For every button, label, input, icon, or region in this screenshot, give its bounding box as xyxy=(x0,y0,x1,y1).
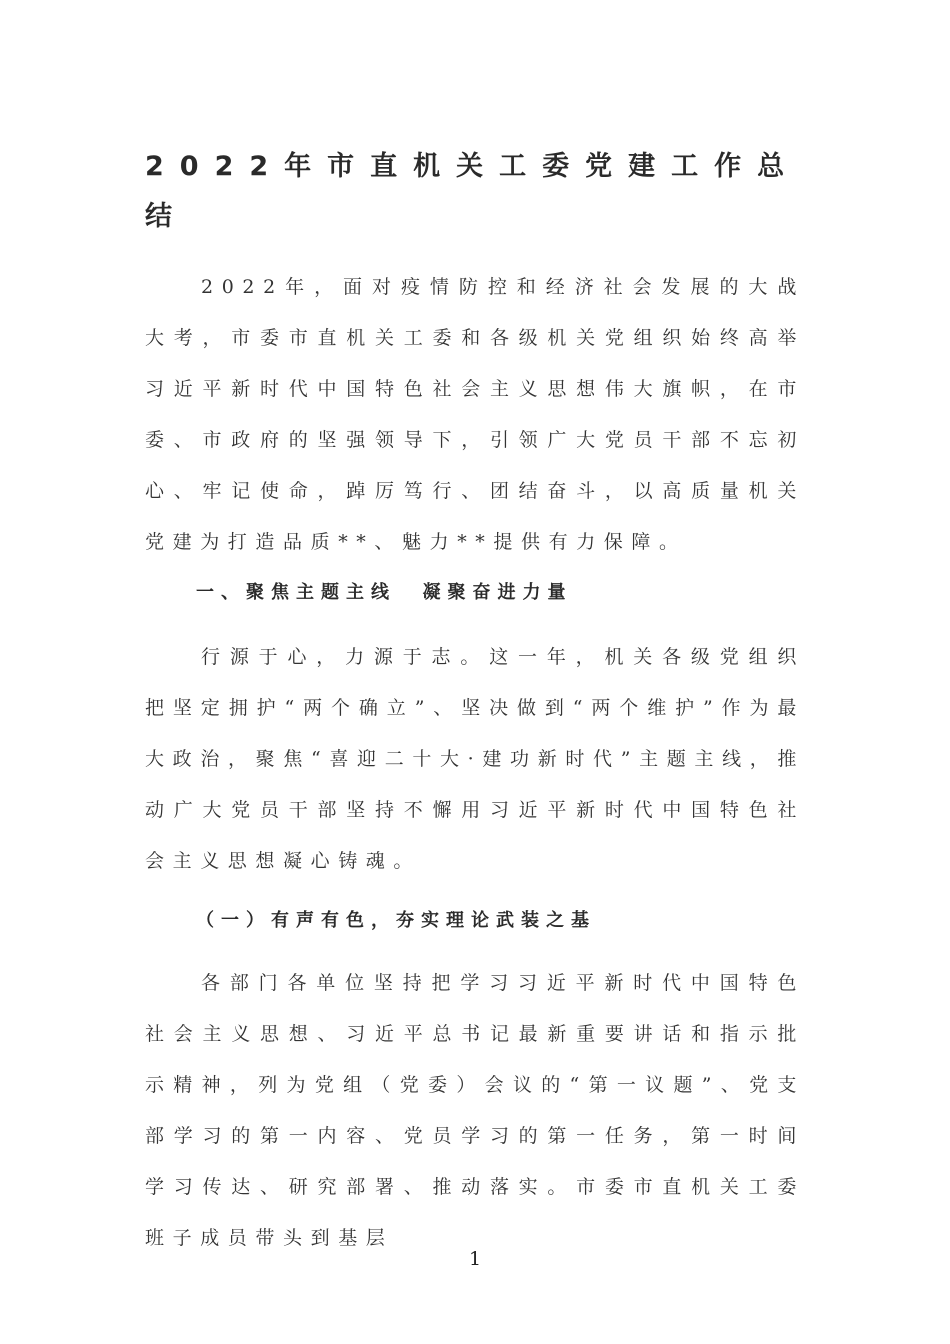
intro-paragraph: 2022年，面对疫情防控和经济社会发展的大战大考，市委市直机关工委和各级机关党组织始终高举习近平新时代中国特色社会主义思想伟大旗帜，在市委、市政府的坚强领导下，引领广大党员干部不忘初心、牢记使命，踔厉笃行、团结奋斗，以高质量机关党建为打造品质**、魅力**提供有力保障。 xyxy=(145,276,805,553)
section-1-paragraph: 行源于心，力源于志。这一年，机关各级党组织把坚定拥护“两个确立”、坚决做到“两个维护”作为最大政治，聚焦“喜迎二十大·建功新时代”主题主线，推动广大党员干部坚持不懈用习近平新时代中国特色社会主义思想凝心铸魂。 xyxy=(145,646,805,872)
subsection-heading-1: （一）有声有色，夯实理论武装之基 xyxy=(196,910,596,931)
subsection-1-paragraph: 各部门各单位坚持把学习习近平新时代中国特色社会主义思想、习近平总书记最新重要讲话和指示批示精神，列为党组（党委）会议的“第一议题”、党支部学习的第一内容、党员学习的第一任务，第一时间学习传达、研究部署、推动落实。市委市直机关工委班子成员带头到基层 xyxy=(145,972,805,1249)
section-heading-1: 一、聚焦主题主线 凝聚奋进力量 xyxy=(196,582,573,603)
document-title: 2022年市直机关工委党建工作总结 xyxy=(145,151,801,232)
page-number: 1 xyxy=(468,1248,482,1270)
